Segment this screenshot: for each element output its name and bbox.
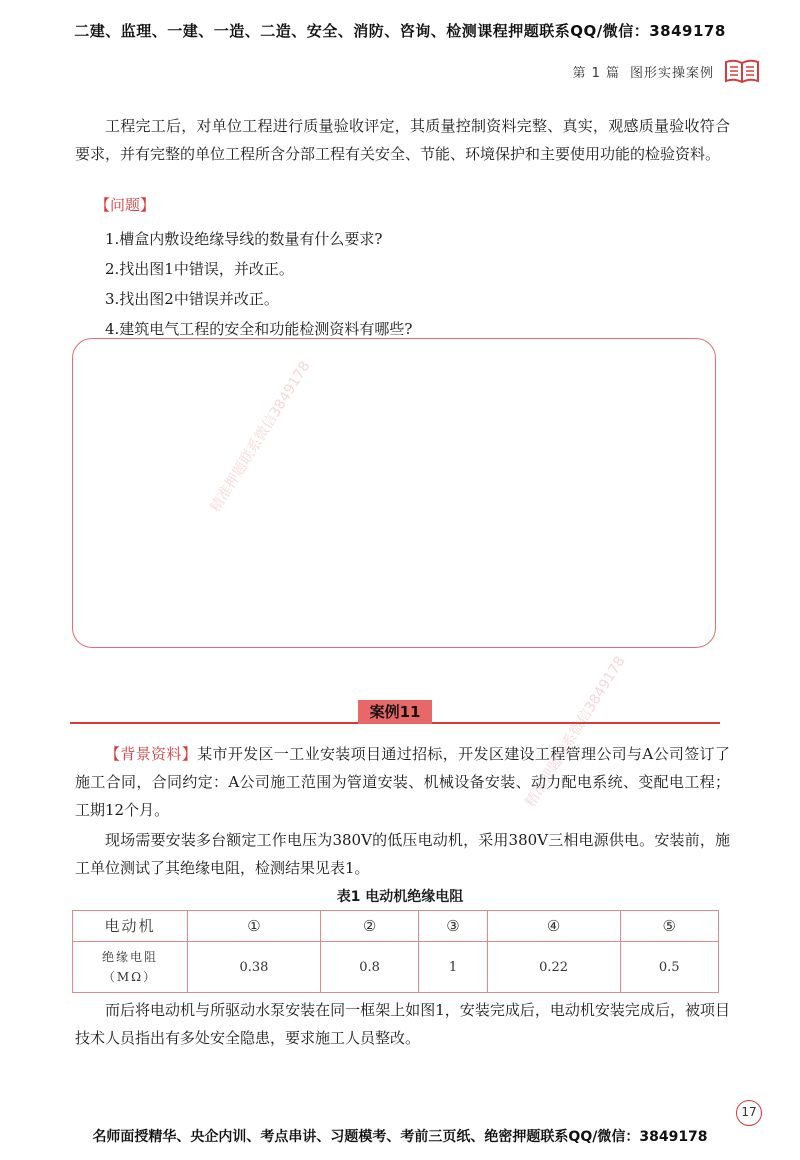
table-cell: 0.38 [188,942,321,993]
top-banner: 二建、监理、一建、一造、二造、安全、消防、咨询、检测课程押题联系QQ/微信：3849178 [74,22,726,40]
table-row [73,942,719,993]
background-paragraph [75,740,730,824]
table-header-cell: ⑤ [620,911,718,942]
intro-paragraph: 工程完工后，对单位工程进行质量验收评定，其质量控制资料完整、真实，观感质量验收符合要求，并有完整的单位工程所含分部工程有关安全、节能、环境保护和主要使用功能的检验资料。 [75,117,730,163]
background-label: 【背景资料】 [105,745,198,763]
installation-paragraph: 而后将电动机与所驱动水泵安装在同一框架上如图1，安装完成后，电动机安装完成后，被项目技术人员指出有多处安全隐患，要求施工人员整改。 [75,1001,730,1047]
bottom-banner: 名师面授精华、央企内训、考点串讲、习题模考、考前三页纸、绝密押题联系QQ/微信：3849178 [92,1129,708,1145]
row-label-unit: （MΩ） [102,970,158,984]
answer-box [72,338,716,648]
part-header [572,58,760,84]
table-row-label [73,942,188,993]
question-item: 1.槽盒内敷设绝缘导线的数量有什么要求? [105,230,383,248]
question-item: 3.找出图2中错误并改正。 [105,290,279,308]
test-paragraph: 现场需要安装多台额定工作电压为380V的低压电动机，采用380V三相电源供电。安装前，施工单位测试了其绝缘电阻，检测结果见表1。 [75,831,730,877]
questions-label: 【问题】 [95,196,156,214]
watermark: 精准押题联系微信3849178 [207,358,314,516]
table-header-cell: 电动机 [73,911,188,942]
table-header-cell: ② [320,911,418,942]
section-title: 图形实操案例 [629,65,714,81]
insulation-table [72,910,719,993]
table-header-cell: ① [188,911,321,942]
case-title: 案例11 [358,700,432,724]
question-item: 4.建筑电气工程的安全和功能检测资料有哪些? [105,320,413,338]
table-header-cell: ④ [487,911,620,942]
book-icon [724,58,760,84]
table-cell: 0.22 [487,942,620,993]
page-number: 17 [736,1100,762,1126]
table-cell: 0.8 [320,942,418,993]
questions-list [105,224,412,344]
row-label-line: 绝缘电阻 [101,950,158,964]
background-text: 某市开发区一工业安装项目通过招标，开发区建设工程管理公司与A公司签订了施工合同，合同约定：A公司施工范围为管道安装、机械设备安装、动力配电系统、变配电工程；工期12个月。 [75,745,730,819]
table-row [73,911,719,942]
watermark: 精准押题联系微信3849178 [522,653,629,811]
table-title: 表1 电动机绝缘电阻 [336,889,464,905]
table-cell: 0.5 [620,942,718,993]
part-number: 第 1 篇 [572,65,620,81]
table-header-cell: ③ [419,911,487,942]
question-item: 2.找出图1中错误，并改正。 [105,260,294,278]
table-cell: 1 [419,942,487,993]
